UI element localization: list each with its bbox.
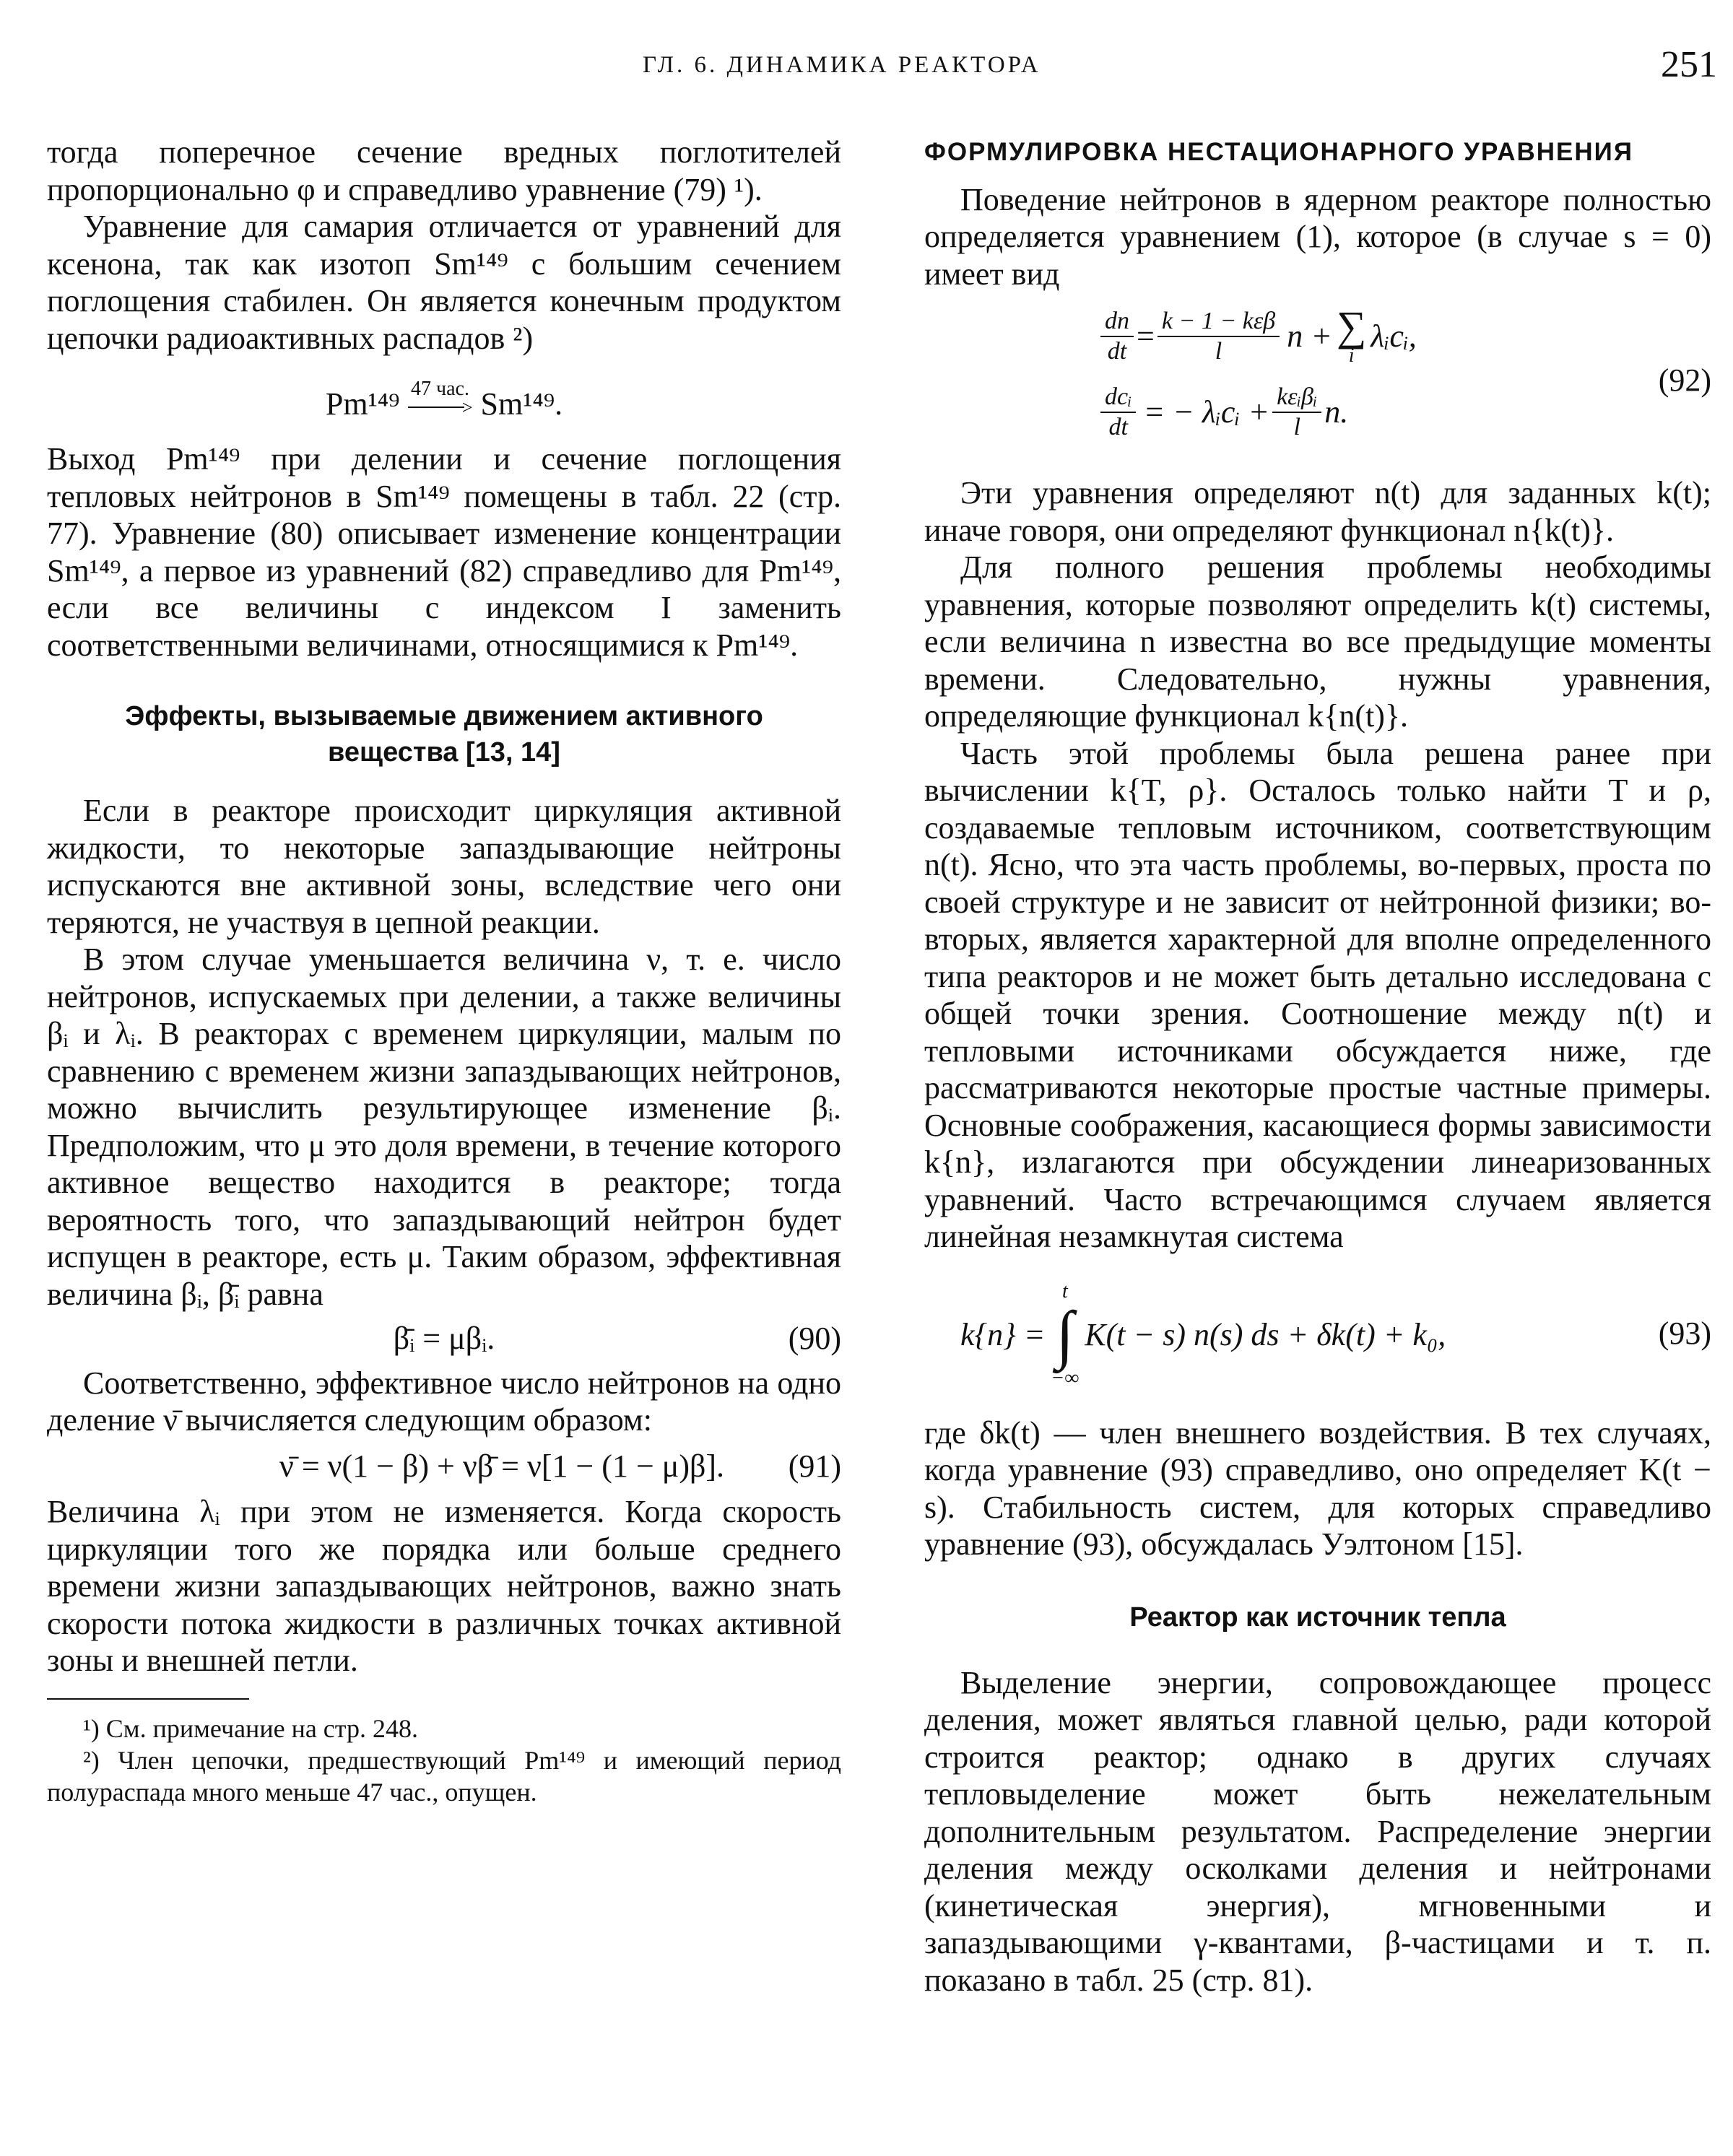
right-column: [924, 134, 1711, 1999]
paragraph: Уравнение для самария отличается от уравнений для ксенона, так как изотоп Sm¹⁴⁹ с большим сечением поглощения стабилен. Он является конечным продуктом цепочки радиоактивных распадов ²): [47, 209, 841, 356]
decay-equation: [47, 377, 841, 429]
equation-body: β̄ᵢ = μβᵢ.: [393, 1321, 495, 1356]
paragraph: Выход Pm¹⁴⁹ при делении и сечение поглощения тепловых нейтронов в Sm¹⁴⁹ помещены в табл. 22 (стр. 77). Уравнение (80) описывает изменение концентрации Sm¹⁴⁹, а первое из уравнений (82) справедливо для Pm¹⁴⁹, если все величины с индексом I заменить соответственными величинами, относящимися к Pm¹⁴⁹.: [47, 441, 841, 663]
paragraph: Для полного решения проблемы необходимы уравнения, которые позволяют определить k(t) системы, если величина n известна во все предыдущие моменты времени. Следовательно, нужны уравнения, определяющие функционал k{n(t)}.: [924, 549, 1711, 734]
footnote: ²) Член цепочки, предшествующий Pm¹⁴⁹ и имеющий период полураспада много меньше 47 час., опущен.: [47, 1745, 841, 1807]
paragraph: Эти уравнения определяют n(t) для заданных k(t); иначе говоря, они определяют функционал n{k(t)}.: [924, 475, 1711, 548]
fraction: $\frac{\text{dcᵢ}}{dt}$: [1100, 383, 1136, 442]
paragraph: тогда поперечное сечение вредных поглотителей пропорционально φ и справедливо уравнение (79) ¹).: [47, 134, 841, 207]
paragraph: Часть этой проблемы была решена ранее при вычислении k{T, ρ}. Осталось только найти T и ρ, создаваемые тепловым источником, соответствующим n(t). Ясно, что эта часть проблемы, во-первых, проста по своей структуре и не зависит от нейтронной физики; во-вторых, является характерной для вполне определенного типа реакторов и не может быть детально исследована с общей точки зрения. Соотношение между n(t) и тепловыми источниками обсуждается ниже, где рассматриваются некоторые простые частные примеры. Основные соображения, касающиеся формы зависимости k{n}, излагаются при обсуждении линеаризованных уравнений. Часто встречающимся случаем является линейная незамкнутая система: [924, 735, 1711, 1254]
equation-number: (92): [1658, 362, 1711, 398]
fraction: $\frac{\text{kεᵢβᵢ}}{l}$: [1272, 383, 1321, 442]
running-title: ГЛ. 6. ДИНАМИКА РЕАКТОРА: [643, 52, 1041, 78]
equation-number: (91): [788, 1448, 841, 1484]
section-heading: ФОРМУЛИРОВКА НЕСТАЦИОНАРНОГО УРАВНЕНИЯ: [924, 138, 1633, 166]
equation-91: [47, 1448, 841, 1485]
paragraph: В этом случае уменьшается величина ν, т. е. число нейтронов, испускаемых при делении, а также величины βᵢ и λᵢ. В реакторах с временем циркуляции, малым по сравнению с временем жизни запаздывающих нейтронов, можно вычислить результирующее изменение βᵢ. Предположим, что μ это доля времени, в течение которого активное вещество находится в реакторе; тогда вероятность того, что запаздывающий нейтрон будет испущен в реакторе, есть μ. Таким образом, эффективная величина βᵢ, β̄ᵢ равна: [47, 942, 841, 1312]
arrow-label: 47 час.: [411, 377, 469, 400]
section-heading: Эффекты, вызываемые движением активного вещества [13, 14]: [125, 701, 763, 768]
arrow-right-icon: 47 час. >: [408, 396, 473, 418]
equation-90: [47, 1320, 841, 1357]
decay-parent: Pm¹⁴⁹: [325, 386, 400, 422]
paragraph: Поведение нейтронов в ядерном реакторе полностью определяется уравнением (1), которое (в случае s = 0) имеет вид: [924, 181, 1711, 292]
equation-body: ν̄ = ν(1 − β) + νβ̄ = ν[1 − (1 − μ)β].: [279, 1448, 725, 1484]
paragraph: Соответственно, эффективное число нейтронов на одно деление ν̄ вычисляется следующим образом:: [47, 1365, 841, 1438]
fraction: $\frac{\text{k − 1 − kεβ}}{l}$: [1157, 307, 1280, 366]
equation-line: $\frac{\text{dcᵢ}}{dt}$ = − λᵢcᵢ + $\frac{\text{kεᵢβᵢ}}{l}$ n.: [1098, 376, 1711, 448]
equation-number: (90): [788, 1321, 841, 1356]
equation-line: $\frac{dn}{dt}$ = $\frac{\text{k − 1 − kεβ}}{l}$ n + ∑ i λᵢcᵢ,: [1098, 297, 1711, 376]
footnote: ¹) См. примечание на стр. 248.: [83, 1713, 418, 1743]
equation-93: k{n} = t ∫ −∞ K(t − s) n(s) ds + δk(t) + k₀, (93): [960, 1279, 1711, 1389]
paragraph: Если в реакторе происходит циркуляция активной жидкости, то некоторые запаздывающие нейтроны испускаются вне активной зоны, вследствие чего они теряются, не участвуя в цепной реакции.: [47, 793, 841, 940]
footnote-rule: [47, 1698, 249, 1700]
left-column: [47, 134, 841, 1808]
paragraph: Величина λᵢ при этом не изменяется. Когда скорость циркуляции того же порядка или больше среднего времени жизни запаздывающих нейтронов, важно знать скорости потока жидкости в различных точках активной зоны и внешней петли.: [47, 1494, 841, 1678]
section-heading: Реактор как источник тепла: [1129, 1601, 1506, 1633]
sum-icon: ∑ i: [1336, 303, 1367, 367]
page-number: 251: [1661, 44, 1717, 85]
equation-number: (93): [1658, 1315, 1711, 1351]
decay-product: Sm¹⁴⁹.: [480, 386, 563, 422]
equation-92: [924, 297, 1711, 463]
paragraph: где δk(t) — член внешнего воздействия. В тех случаях, когда уравнение (93) справедливо, оно определяет K(t − s). Стабильность систем, для которых справедливо уравнение (93), обсуждалась Уэлтоном [15].: [924, 1414, 1711, 1562]
paragraph: Выделение энергии, сопровождающее процесс деления, может являться главной целью, ради которой строится реактор; однако в других случаях тепловыделение может быть нежелательным дополнительным результатом. Распределение энергии деления между осколками деления и нейтронами (кинетическая энергия), мгновенными и запаздывающими γ-квантами, β-частицами и т. п. показано в табл. 25 (стр. 81).: [924, 1664, 1711, 1998]
fraction: $\frac{dn}{dt}$: [1100, 307, 1134, 366]
integral-icon: t ∫ −∞: [1051, 1279, 1080, 1389]
